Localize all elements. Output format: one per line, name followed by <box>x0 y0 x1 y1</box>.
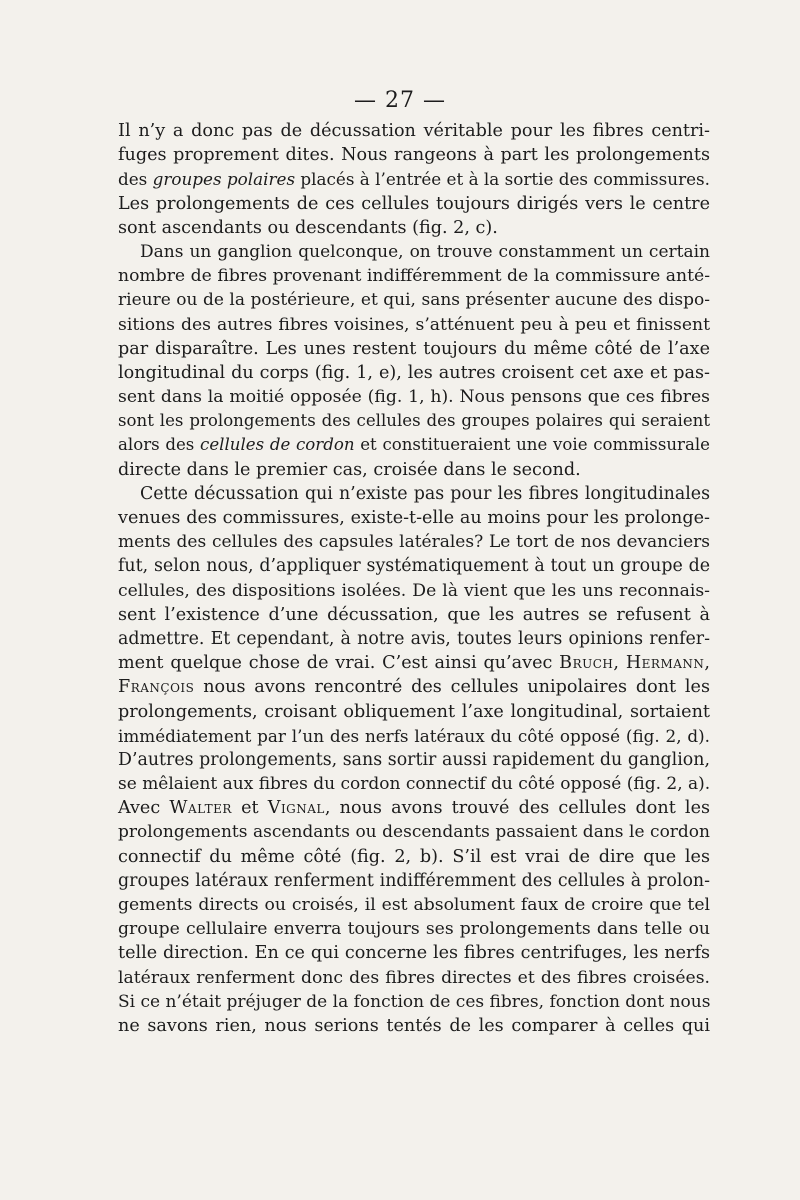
text-line: groupes latéraux renferment indifféremment des cellules à prolon- <box>118 870 710 891</box>
text-line: admettre. Et cependant, à notre avis, toutes leurs opinions renfer- <box>118 628 710 649</box>
text-line: prolongements ascendants ou descendants passaient dans le cordon <box>118 822 710 843</box>
text-line: Il n’y a donc pas de décussation véritable pour les fibres centri- <box>118 121 710 141</box>
text-run: nous avons rencontré des cellules unipolaires dont les <box>194 677 710 698</box>
author-name: Hermann <box>625 653 705 674</box>
text-line: ments des cellules des capsules latérales? Le tort de nos devanciers <box>118 532 710 553</box>
italic-term: groupes polaires <box>152 169 296 190</box>
text-line: se mêlaient aux fibres du cordon connectif du côté opposé (fig. 2, a). <box>118 774 711 795</box>
author-name: Bruch <box>559 653 614 674</box>
text-line: sitions des autres fibres voisines, s’atténuent peu à peu et finissent <box>118 314 710 335</box>
text-line: venues des commissures, existe-t-elle au moins pour les prolonge- <box>118 508 710 528</box>
text-run: placés à l’entrée et à la sortie des commissures. <box>295 169 710 190</box>
text-line: Les prolongements de ces cellules toujours dirigés vers le centre <box>118 193 710 214</box>
text-line: prolongements, croisant obliquement l’axe longitudinal, sortaient <box>118 701 710 722</box>
text-line: directe dans le premier cas, croisée dans le second. <box>118 459 581 480</box>
text-line: rieure ou de la postérieure, et qui, sans présenter aucune des dispo- <box>118 290 710 311</box>
text-line <box>118 796 710 820</box>
text-run: , <box>613 653 626 674</box>
text-line: sont ascendants ou descendants (fig. 2, c). <box>118 217 498 238</box>
text-run: , <box>704 653 711 674</box>
text-line: D’autres prolongements, sans sortir aussi rapidement du ganglion, <box>118 749 710 770</box>
text-line: par disparaître. Les unes restent toujours du même côté de l’axe <box>118 338 710 359</box>
text-line: Cette décussation qui n’existe pas pour les fibres longitudinales <box>140 483 710 504</box>
text-line: groupe cellulaire enverra toujours ses prolongements dans telle ou <box>118 919 710 940</box>
body-text <box>118 119 710 1038</box>
text-line: fuges proprement dites. Nous rangeons à part les prolongements <box>118 145 710 166</box>
text-line: cellules, des dispositions isolées. De là vient que les uns reconnais- <box>118 580 710 601</box>
text-run: des <box>118 169 153 190</box>
page-number: — 27 — <box>354 88 446 113</box>
text-line: telle direction. En ce qui concerne les fibres centrifuges, les nerfs <box>118 943 710 964</box>
text-line <box>118 675 710 699</box>
text-line: ne savons rien, nous serions tentés de les comparer à celles qui <box>118 1015 710 1036</box>
text-line: longitudinal du corps (fig. 1, e), les autres croisent cet axe et pas- <box>118 362 710 383</box>
text-line: gements directs ou croisés, il est absolument faux de croire que tel <box>118 895 710 915</box>
text-line: fut, selon nous, d’appliquer systématiquement à tout un groupe de <box>118 556 710 577</box>
text-line <box>118 651 710 675</box>
author-name: Vignal <box>267 798 325 819</box>
text-line: sent l’existence d’une décussation, que les autres se refusent à <box>118 604 710 625</box>
text-line: Dans un ganglion quelconque, on trouve constamment un certain <box>140 241 710 262</box>
text-line: nombre de fibres provenant indifféremment de la commissure anté- <box>118 266 710 287</box>
text-line: Si ce n’était préjuger de la fonction de ces fibres, fonction dont nous <box>118 991 711 1012</box>
text-line <box>118 167 710 191</box>
text-run: ment quelque chose de vrai. C’est ainsi qu’avec <box>118 653 560 674</box>
text-line: latéraux renferment donc des fibres directes et des fibres croisées. <box>118 967 710 988</box>
author-name: François <box>118 677 195 698</box>
text-run: Avec <box>118 798 170 819</box>
text-line: sont les prolongements des cellules des groupes polaires qui seraient <box>118 411 710 431</box>
text-run: et <box>231 798 268 819</box>
text-line <box>118 433 710 457</box>
author-name: Walter <box>169 798 232 819</box>
text-line: immédiatement par l’un des nerfs latéraux du côté opposé (fig. 2, d). <box>118 725 710 746</box>
text-run: alors des <box>118 435 201 455</box>
text-run: , nous avons trouvé des cellules dont les <box>324 798 711 819</box>
text-run: et constitueraient une voie commissurale <box>354 435 710 455</box>
italic-term: cellules de cordon <box>200 435 355 455</box>
text-line: connectif du même côté (fig. 2, b). S’il est vrai de dire que les <box>118 846 710 867</box>
text-line: sent dans la moitié opposée (fig. 1, h). Nous pensons que ces fibres <box>118 387 710 408</box>
